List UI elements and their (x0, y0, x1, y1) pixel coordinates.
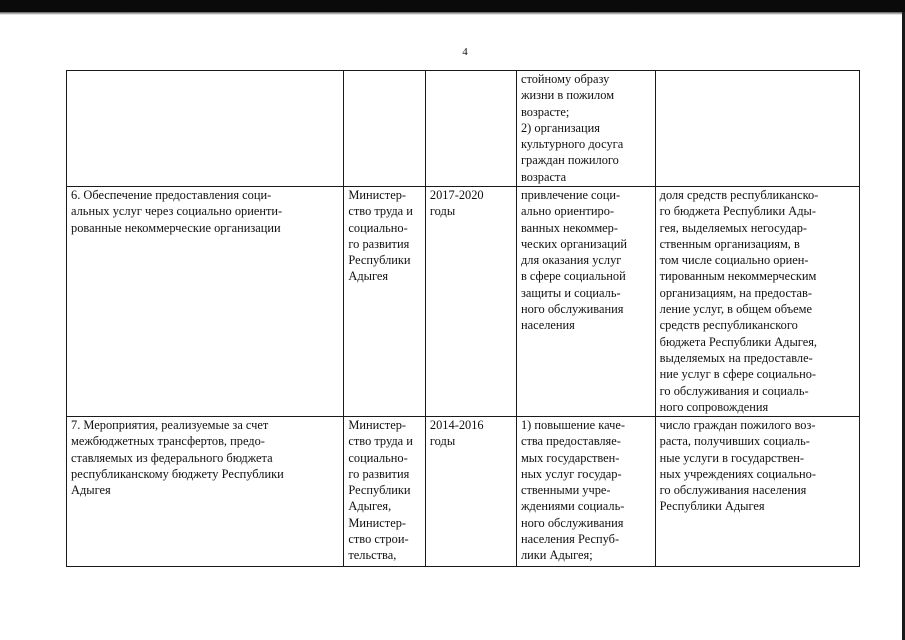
table-row (67, 71, 860, 187)
measure-text: 7. Мероприятия, реализуемые за счет межбюджетных трансфертов, предо- ставляемых из федерального бюджета республиканскому бюджету Республики Адыгея (71, 418, 284, 498)
result-text: привлечение соци- ально ориентиро- ванных некоммер- ческих организаций для оказания услуг в сфере социальной защиты и социаль- ного обслуживания населения (520, 188, 627, 333)
indicator-text: число граждан пожилого воз- раста, получивших социаль- ные услуги в государствен- ных учреждениях социально- го обслуживания населения Республики Адыгея (659, 418, 816, 514)
result-cell (516, 417, 655, 567)
table-row (67, 417, 860, 567)
executor-cell (344, 71, 426, 187)
executor-cell (344, 187, 426, 417)
period-cell (425, 417, 516, 567)
period-cell (425, 71, 516, 187)
period-text: 2017-2020 годы (429, 188, 484, 219)
result-text: стойному образу жизни в пожилом возрасте; 2) организация культурного досуга граждан пожилого возраста (520, 72, 624, 184)
executor-text: Министер- ство труда и социально- го развития Республики Адыгея (348, 188, 413, 284)
indicator-cell (655, 71, 859, 187)
executor-cell (344, 417, 426, 567)
executor-text: Министер- ство труда и социально- го развития Республики Адыгея, Министер- ство строи- тельства, (348, 418, 413, 563)
result-text: 1) повышение каче- ства предоставляе- мых государствен- ных услуг государ- ственными учре- ждениями социаль- ного обслуживания населения Респуб- лики Адыгея; (520, 418, 625, 563)
period-cell (425, 187, 516, 417)
result-cell (516, 187, 655, 417)
period-text: 2014-2016 годы (429, 418, 484, 449)
indicator-cell (655, 417, 859, 567)
measure-text: 6. Обеспечение предоставления соци- альных услуг через социально ориенти- рованные некоммерческие организации (71, 188, 283, 235)
scan-border-top (0, 0, 905, 12)
measure-cell (67, 187, 344, 417)
table-row (67, 187, 860, 417)
measure-cell (67, 417, 344, 567)
measure-cell (67, 71, 344, 187)
measures-table (66, 70, 860, 567)
result-cell (516, 71, 655, 187)
indicator-cell (655, 187, 859, 417)
page-number: 4 (462, 46, 468, 58)
indicator-text: доля средств республиканско- го бюджета Республики Ады- гея, выделяемых негосудар- ственным организациям, в том числе социально ориен- тированным некоммерческим организациям, на предостав- ление услуг, в общем объеме средств республиканского бюджета Республики Адыгея, выделяемых на предоставле- ние услуг в сфере социально- го обслуживания и социаль- ного сопровождения (659, 188, 819, 414)
